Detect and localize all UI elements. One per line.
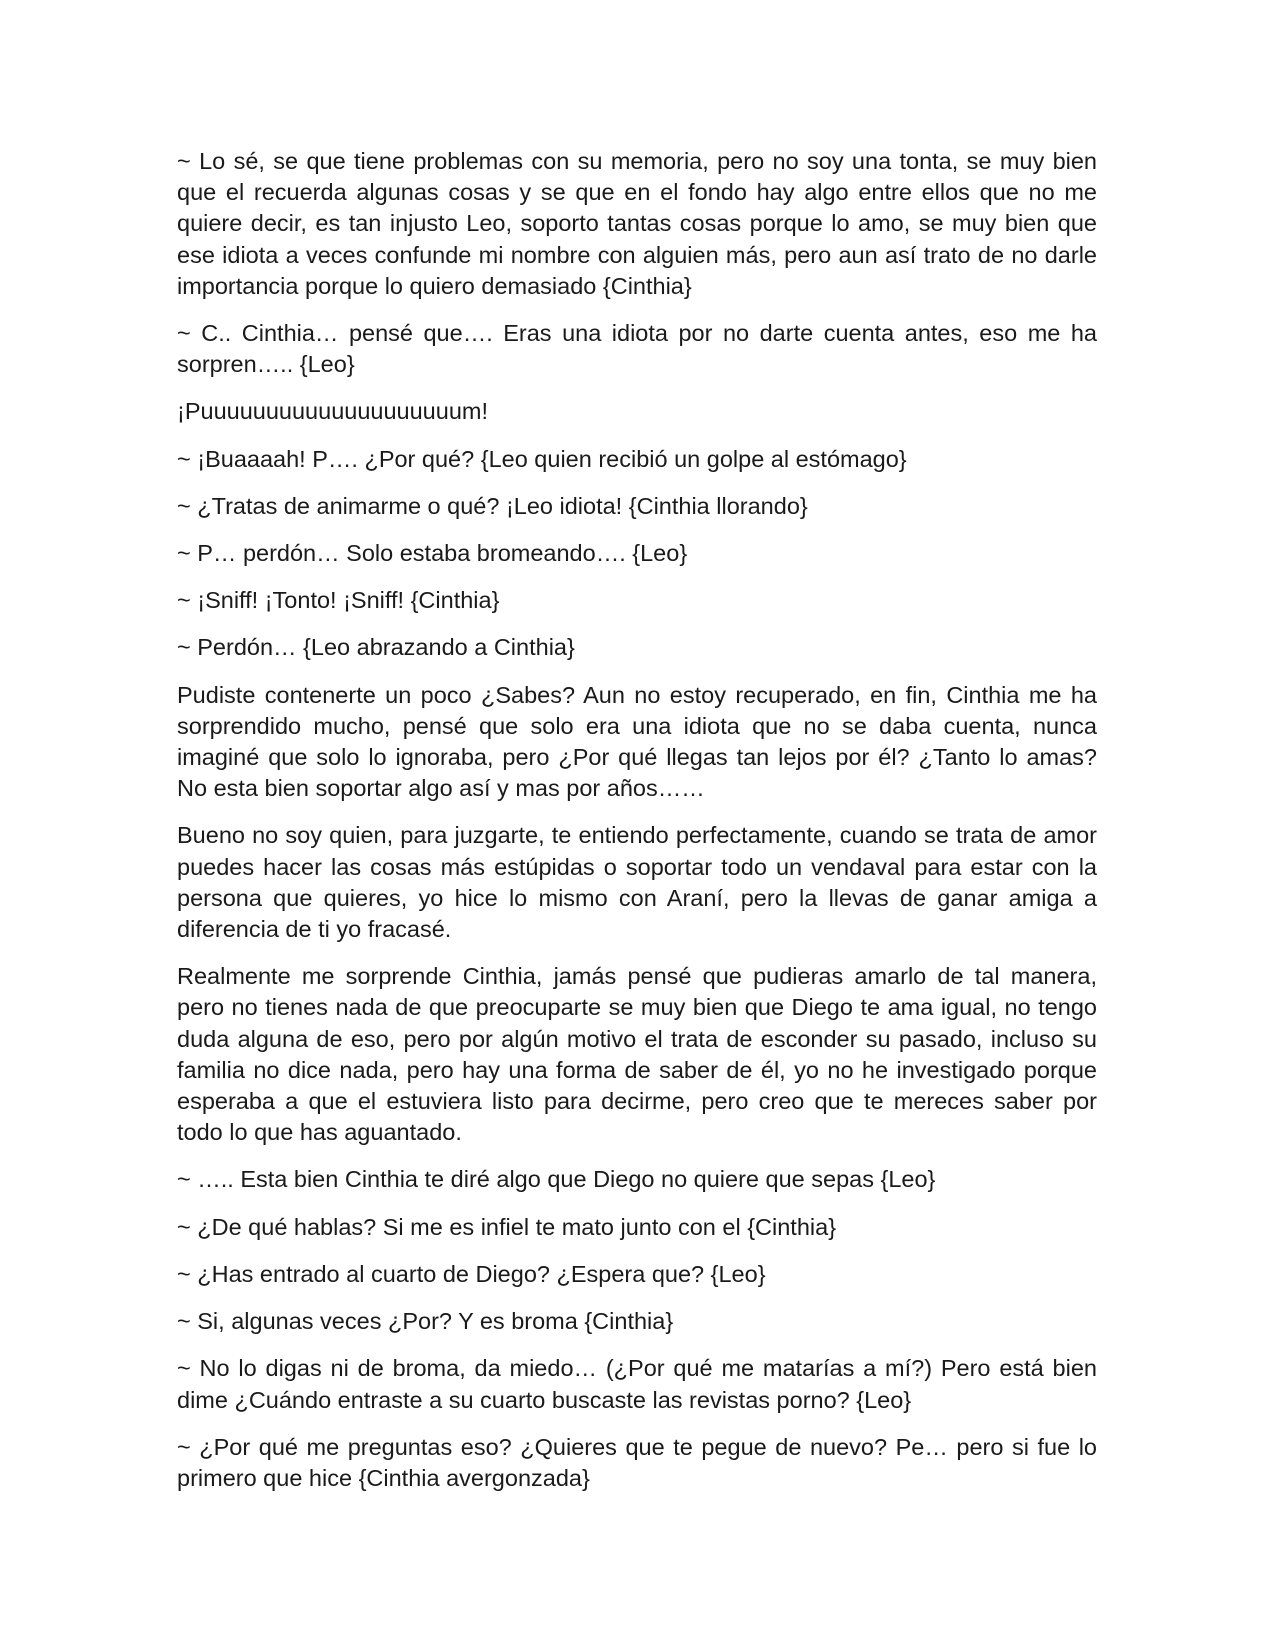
paragraph-narration-3: Realmente me sorprende Cinthia, jamás pensé que pudieras amarlo de tal manera, pero no tienes nada de que preocuparte se muy bien que Diego te ama igual, no tengo duda alguna de eso, pero por algún motivo el trata de esconder su pasado, incluso su familia no dice nada, pero hay una forma de saber de él, yo no he investigado porque esperaba a que el estuviera listo para decirme, pero creo que te mereces saber por todo lo que has aguantado. (177, 963, 1097, 1146)
paragraph-cinthia-joke: ~ Si, algunas veces ¿Por? Y es broma {Cinthia} (177, 1308, 674, 1335)
paragraph-leo-surprised: ~ C.. Cinthia… pensé que…. Eras una idiota por no darte cuenta antes, eso me ha sorpren….. {Leo} (177, 320, 1097, 378)
paragraph-cinthia-embarrassed: ~ ¿Por qué me preguntas eso? ¿Quieres que te pegue de nuevo? Pe… pero si fue lo primero que hice {Cinthia avergonzada} (177, 1433, 1097, 1491)
paragraph-leo-secret: ~ ….. Esta bien Cinthia te diré algo que Diego no quiere que sepas {Leo} (177, 1166, 936, 1193)
paragraph-leo-punched: ~ ¡Buaaaah! P…. ¿Por qué? {Leo quien recibió un golpe al estómago} (177, 445, 907, 472)
paragraph-sound-effect: ¡Puuuuuuuuuuuuuuuuuuuum! (177, 398, 488, 425)
paragraph-cinthia-crying: ~ ¿Tratas de animarme o qué? ¡Leo idiota! {Cinthia llorando} (177, 492, 808, 519)
paragraph-leo-magazines: ~ No lo digas ni de broma, da miedo… (¿Por qué me matarías a mí?) Pero está bien dime ¿Cuándo entraste a su cuarto buscaste las revistas porno? {Leo} (177, 1355, 1097, 1413)
paragraph-cinthia-memory: ~ Lo sé, se que tiene problemas con su memoria, pero no soy una tonta, se muy bien que el recuerda algunas cosas y se que en el fondo hay algo entre ellos que no me quiere decir, es tan injusto Leo, soporto tantas cosas porque lo amo, se muy bien que ese idiota a veces confunde mi nombre con alguien más, pero aun así trato de no darle importancia porque lo quiero demasiado {Cinthia} (177, 148, 1097, 299)
paragraph-cinthia-sniff: ~ ¡Sniff! ¡Tonto! ¡Sniff! {Cinthia} (177, 587, 500, 614)
document-page (177, 146, 1097, 1510)
paragraph-leo-sorry: ~ P… perdón… Solo estaba bromeando…. {Leo} (177, 540, 688, 567)
paragraph-narration-2: Bueno no soy quien, para juzgarte, te entiendo perfectamente, cuando se trata de amor puedes hacer las cosas más estúpidas o soportar todo un vendaval para estar con la persona que quieres, yo hice lo mismo con Araní, pero la llevas de ganar amiga a diferencia de ti yo fracasé. (177, 822, 1097, 943)
paragraph-leo-hug: ~ Perdón… {Leo abrazando a Cinthia} (177, 634, 575, 661)
paragraph-cinthia-unfaithful: ~ ¿De qué hablas? Si me es infiel te mato junto con el {Cinthia} (177, 1213, 837, 1240)
paragraph-narration-1: Pudiste contenerte un poco ¿Sabes? Aun no estoy recuperado, en fin, Cinthia me ha sorprendido mucho, pensé que solo era una idiota que no se daba cuenta, nunca imaginé que solo lo ignoraba, pero ¿Por qué llegas tan lejos por él? ¿Tanto lo amas? No esta bien soportar algo así y mas por años…… (177, 681, 1097, 802)
paragraph-leo-room: ~ ¿Has entrado al cuarto de Diego? ¿Espera que? {Leo} (177, 1260, 766, 1287)
